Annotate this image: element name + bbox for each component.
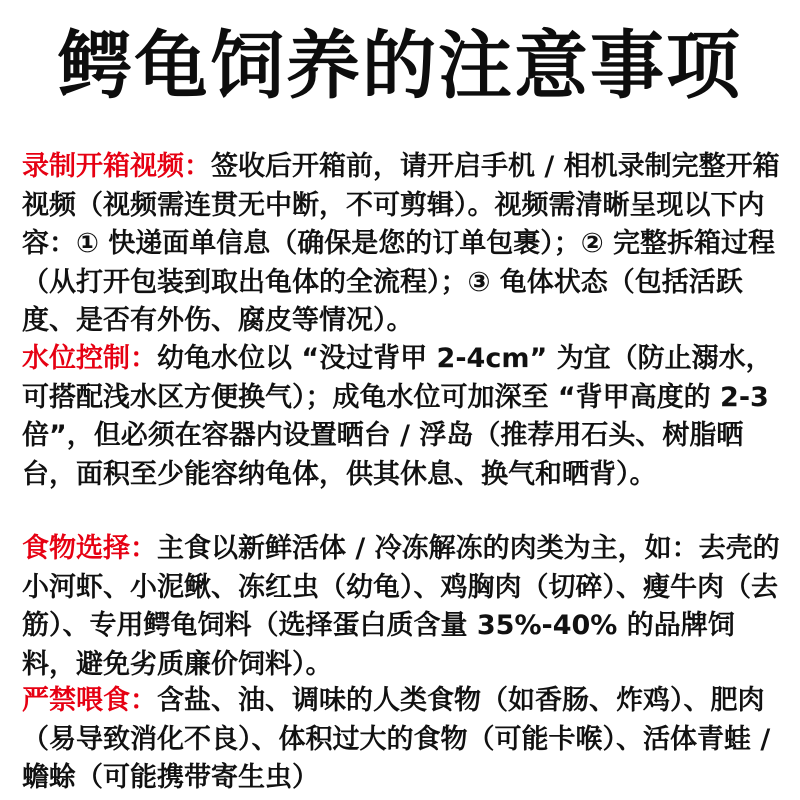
section-food-selection: [22, 530, 782, 684]
section-label: 水位控制：: [22, 343, 157, 374]
section-body: 主食以新鲜活体 / 冷冻解冻的肉类为主，如：去壳的小河虾、小泥鳅、冻红虫（幼龟）、鸡胸肉（切碎）、瘦牛肉（去筋）、专用鳄龟饲料（选择蛋白质含量 35%-40% 的品牌饲料，避免劣质廉价饲料）。: [22, 533, 780, 680]
section-water-level-control: [22, 340, 782, 494]
section-body: 签收后开箱前，请开启手机 / 相机录制完整开箱视频（视频需连贯无中断，不可剪辑）。视频需清晰呈现以下内容：① 快递面单信息（确保是您的订单包裹）；② 完整拆箱过程（从打开包装到取出龟体的全流程）；③ 龟体状态（包括活跃度、是否有外伤、腐皮等情况）。: [22, 151, 780, 336]
section-label: 严禁喂食：: [22, 685, 157, 716]
section-label: 食物选择：: [22, 533, 157, 564]
section-body: 幼龟水位以 “没过背甲 2-4cm” 为宜（防止溺水，可搭配浅水区方便换气）；成龟水位可加深至 “背甲高度的 2-3 倍”，但必须在容器内设置晒台 / 浮岛（推荐用石头、树脂晒台，面积至少能容纳龟体，供其休息、换气和晒背）。: [22, 343, 773, 490]
section-forbidden-foods: [22, 682, 782, 798]
section-body: 含盐、油、调味的人类食物（如香肠、炸鸡）、肥肉（易导致消化不良）、体积过大的食物（可能卡喉）、活体青蛙 / 蟾蜍（可能携带寄生虫）: [22, 685, 771, 793]
page-title: 鳄龟饲养的注意事项: [58, 23, 742, 109]
section-record-unboxing-video: [22, 148, 782, 341]
section-label: 录制开箱视频：: [22, 151, 211, 182]
